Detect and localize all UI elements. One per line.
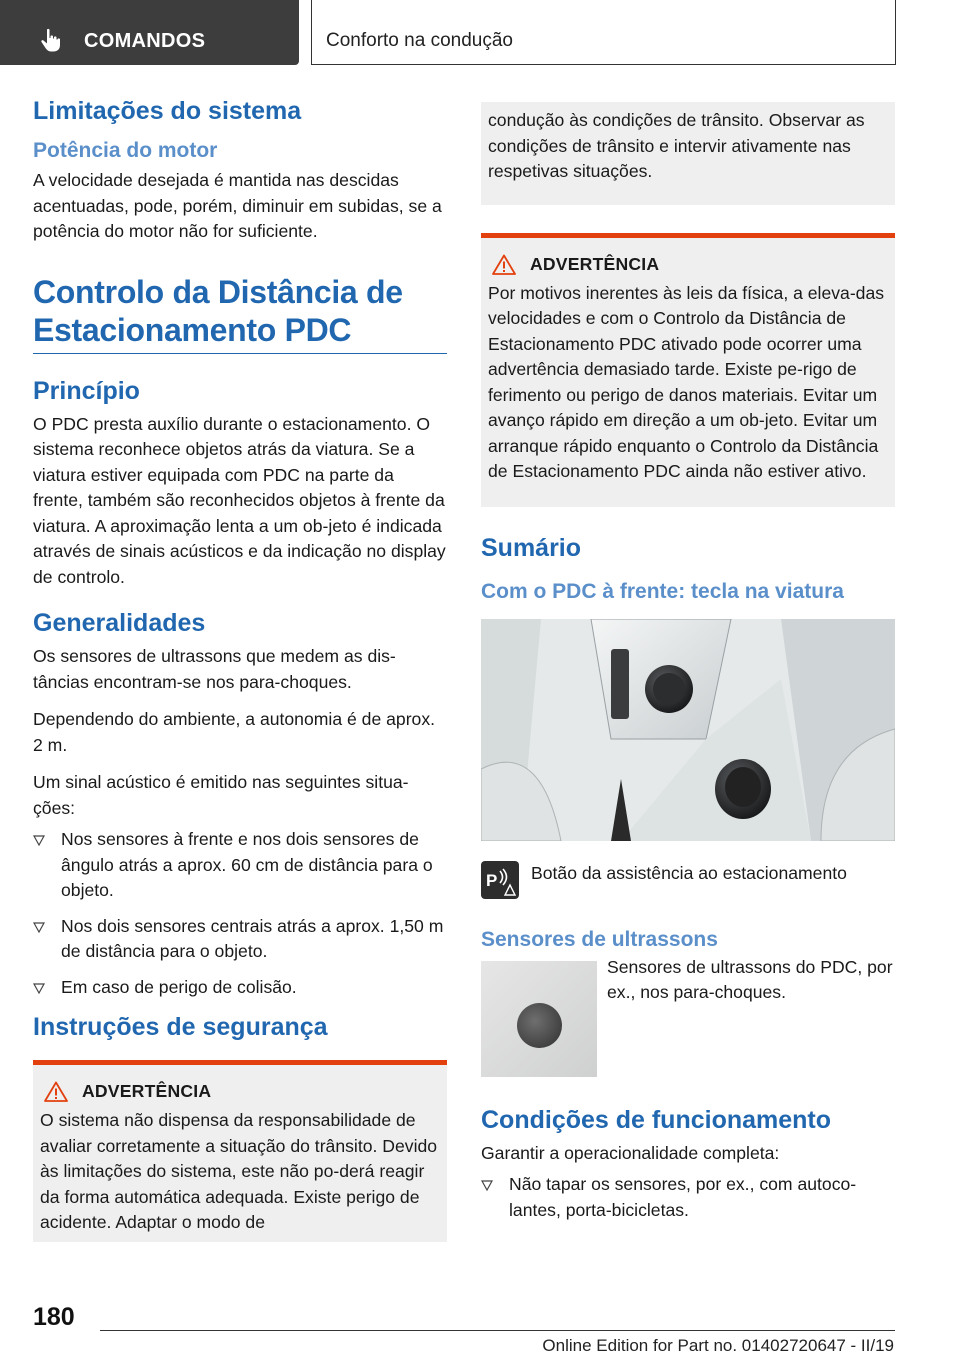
engine-power-text: A velocidade desejada é mantida nas descidas acentuadas, pode, porém, diminuir em subidas, se a potência do motor não for suficiente.	[33, 170, 442, 241]
chapter-label: Conforto na condução	[326, 30, 513, 51]
conditions-list	[481, 1172, 895, 1223]
general-text-2: Dependendo do ambiente, a autonomia é de aprox. 2 m.	[33, 709, 436, 755]
general-text-3: Um sinal acústico é emitido nas seguintes situa-ções:	[33, 772, 409, 818]
heading-principle: Princípio	[33, 376, 140, 405]
center-console-illustration	[481, 619, 895, 841]
section-label: COMANDOS	[84, 30, 206, 52]
right-column	[481, 102, 895, 1233]
left-column	[33, 96, 447, 1242]
caption-text: Botão da assistência ao estacionamento	[531, 862, 847, 883]
hand-pointer-icon	[40, 28, 62, 52]
footer-divider	[100, 1330, 895, 1331]
heading-ultrasonic-sensors: Sensores de ultrassons	[481, 927, 718, 951]
list-item	[481, 1172, 895, 1223]
footer-edition: Online Edition for Part no. 01402720647 - II/19	[542, 1336, 894, 1355]
heading-summary: Sumário	[481, 533, 582, 562]
warning-label: ADVERTÊNCIA	[82, 1081, 212, 1101]
list-item-text: Não tapar os sensores, por ex., com autoco-lantes, porta-bicicletas.	[509, 1174, 857, 1220]
heading-safety: Instruções de segurança	[33, 1013, 328, 1041]
heading-system-limits: Limitações do sistema	[33, 97, 302, 125]
list-item	[33, 975, 447, 1001]
list-item-text: Nos sensores à frente e nos dois sensores de ângulo atrás a aprox. 60 cm de distância para o objeto.	[61, 829, 433, 900]
sensor-dot	[517, 1003, 562, 1048]
heading-pdc: Controlo da Distância de Estacionamento PDC	[33, 273, 447, 354]
bullet-triangle-icon	[33, 982, 45, 994]
warning-text: Por motivos inerentes às leis da física, a eleva-das velocidades e com o Controlo da Distância de Estacionamento PDC ativado pode ocorrer uma advertência demasiado tarde. Existe pe-rigo de ferimento ou perigo de danos materiais. Evitar um avanço rápido em direção a um ob-jeto. Evitar um arranque rápido enquanto o Controlo da Distância de Estacionamento PDC ainda não estiver ativo.	[488, 282, 885, 481]
warning-continued-text: condução às condições de trânsito. Observar as condições de trânsito e intervir ativamente nas respetivas situações.	[488, 110, 865, 181]
header-chapter-tab	[311, 0, 896, 65]
list-item-text: Nos dois sensores centrais atrás a aprox. 1,50 m de distância para o objeto.	[61, 915, 444, 961]
bullet-triangle-icon	[33, 834, 45, 846]
warning-label: ADVERTÊNCIA	[530, 253, 660, 274]
warning-triangle-icon	[492, 254, 516, 275]
warning-box-continued	[481, 102, 895, 205]
page-number: 180	[33, 1303, 75, 1331]
center-console-image	[481, 619, 895, 841]
heading-engine-power: Potência do motor	[33, 139, 218, 162]
warning-title	[488, 254, 887, 275]
acoustic-signal-list	[33, 827, 447, 1000]
svg-text:P: P	[486, 870, 498, 890]
bullet-triangle-icon	[481, 1179, 493, 1191]
sensors-text: Sensores de ultrassons do PDC, por ex., nos para-choques.	[607, 956, 893, 1002]
sensor-row	[481, 956, 895, 1077]
sensor-image	[481, 961, 597, 1077]
list-item-text: Em caso de perigo de colisão.	[61, 976, 297, 997]
list-item	[33, 827, 447, 904]
header-section-tab	[0, 0, 299, 65]
warning-triangle-icon	[44, 1081, 68, 1102]
heading-general: Generalidades	[33, 609, 206, 637]
parking-assist-icon	[481, 861, 519, 899]
warning-box	[33, 1060, 447, 1242]
heading-operating-conditions: Condições de funcionamento	[481, 1105, 832, 1134]
list-item	[33, 914, 447, 965]
image-caption	[481, 861, 895, 899]
heading-front-pdc: Com o PDC à frente: tecla na viatura	[481, 579, 844, 603]
conditions-text: Garantir a operacionalidade completa:	[481, 1142, 780, 1163]
warning-title	[40, 1081, 439, 1102]
general-text-1: Os sensores de ultrassons que medem as dis-tâncias encontram-se nos para-choques.	[33, 646, 396, 692]
warning-text: O sistema não dispensa da responsabilidade de avaliar corretamente a situação do trânsito. Devido às limitações do sistema, este não po-derá reagir da forma automática adequada. Existe perigo de acidente. Adaptar o modo de	[40, 1110, 438, 1232]
bullet-triangle-icon	[33, 921, 45, 933]
principle-text: O PDC presta auxílio durante o estacionamento. O sistema reconhece objetos atrás da viatura. Se a viatura estiver equipada com PDC na parte da frente, também são reconhecidos objetos à frente da viatura. A aproximação lenta a um ob-jeto é indicada através de sinais acústicos e da indicação no display de controlo.	[33, 413, 446, 587]
warning-box	[481, 233, 895, 507]
